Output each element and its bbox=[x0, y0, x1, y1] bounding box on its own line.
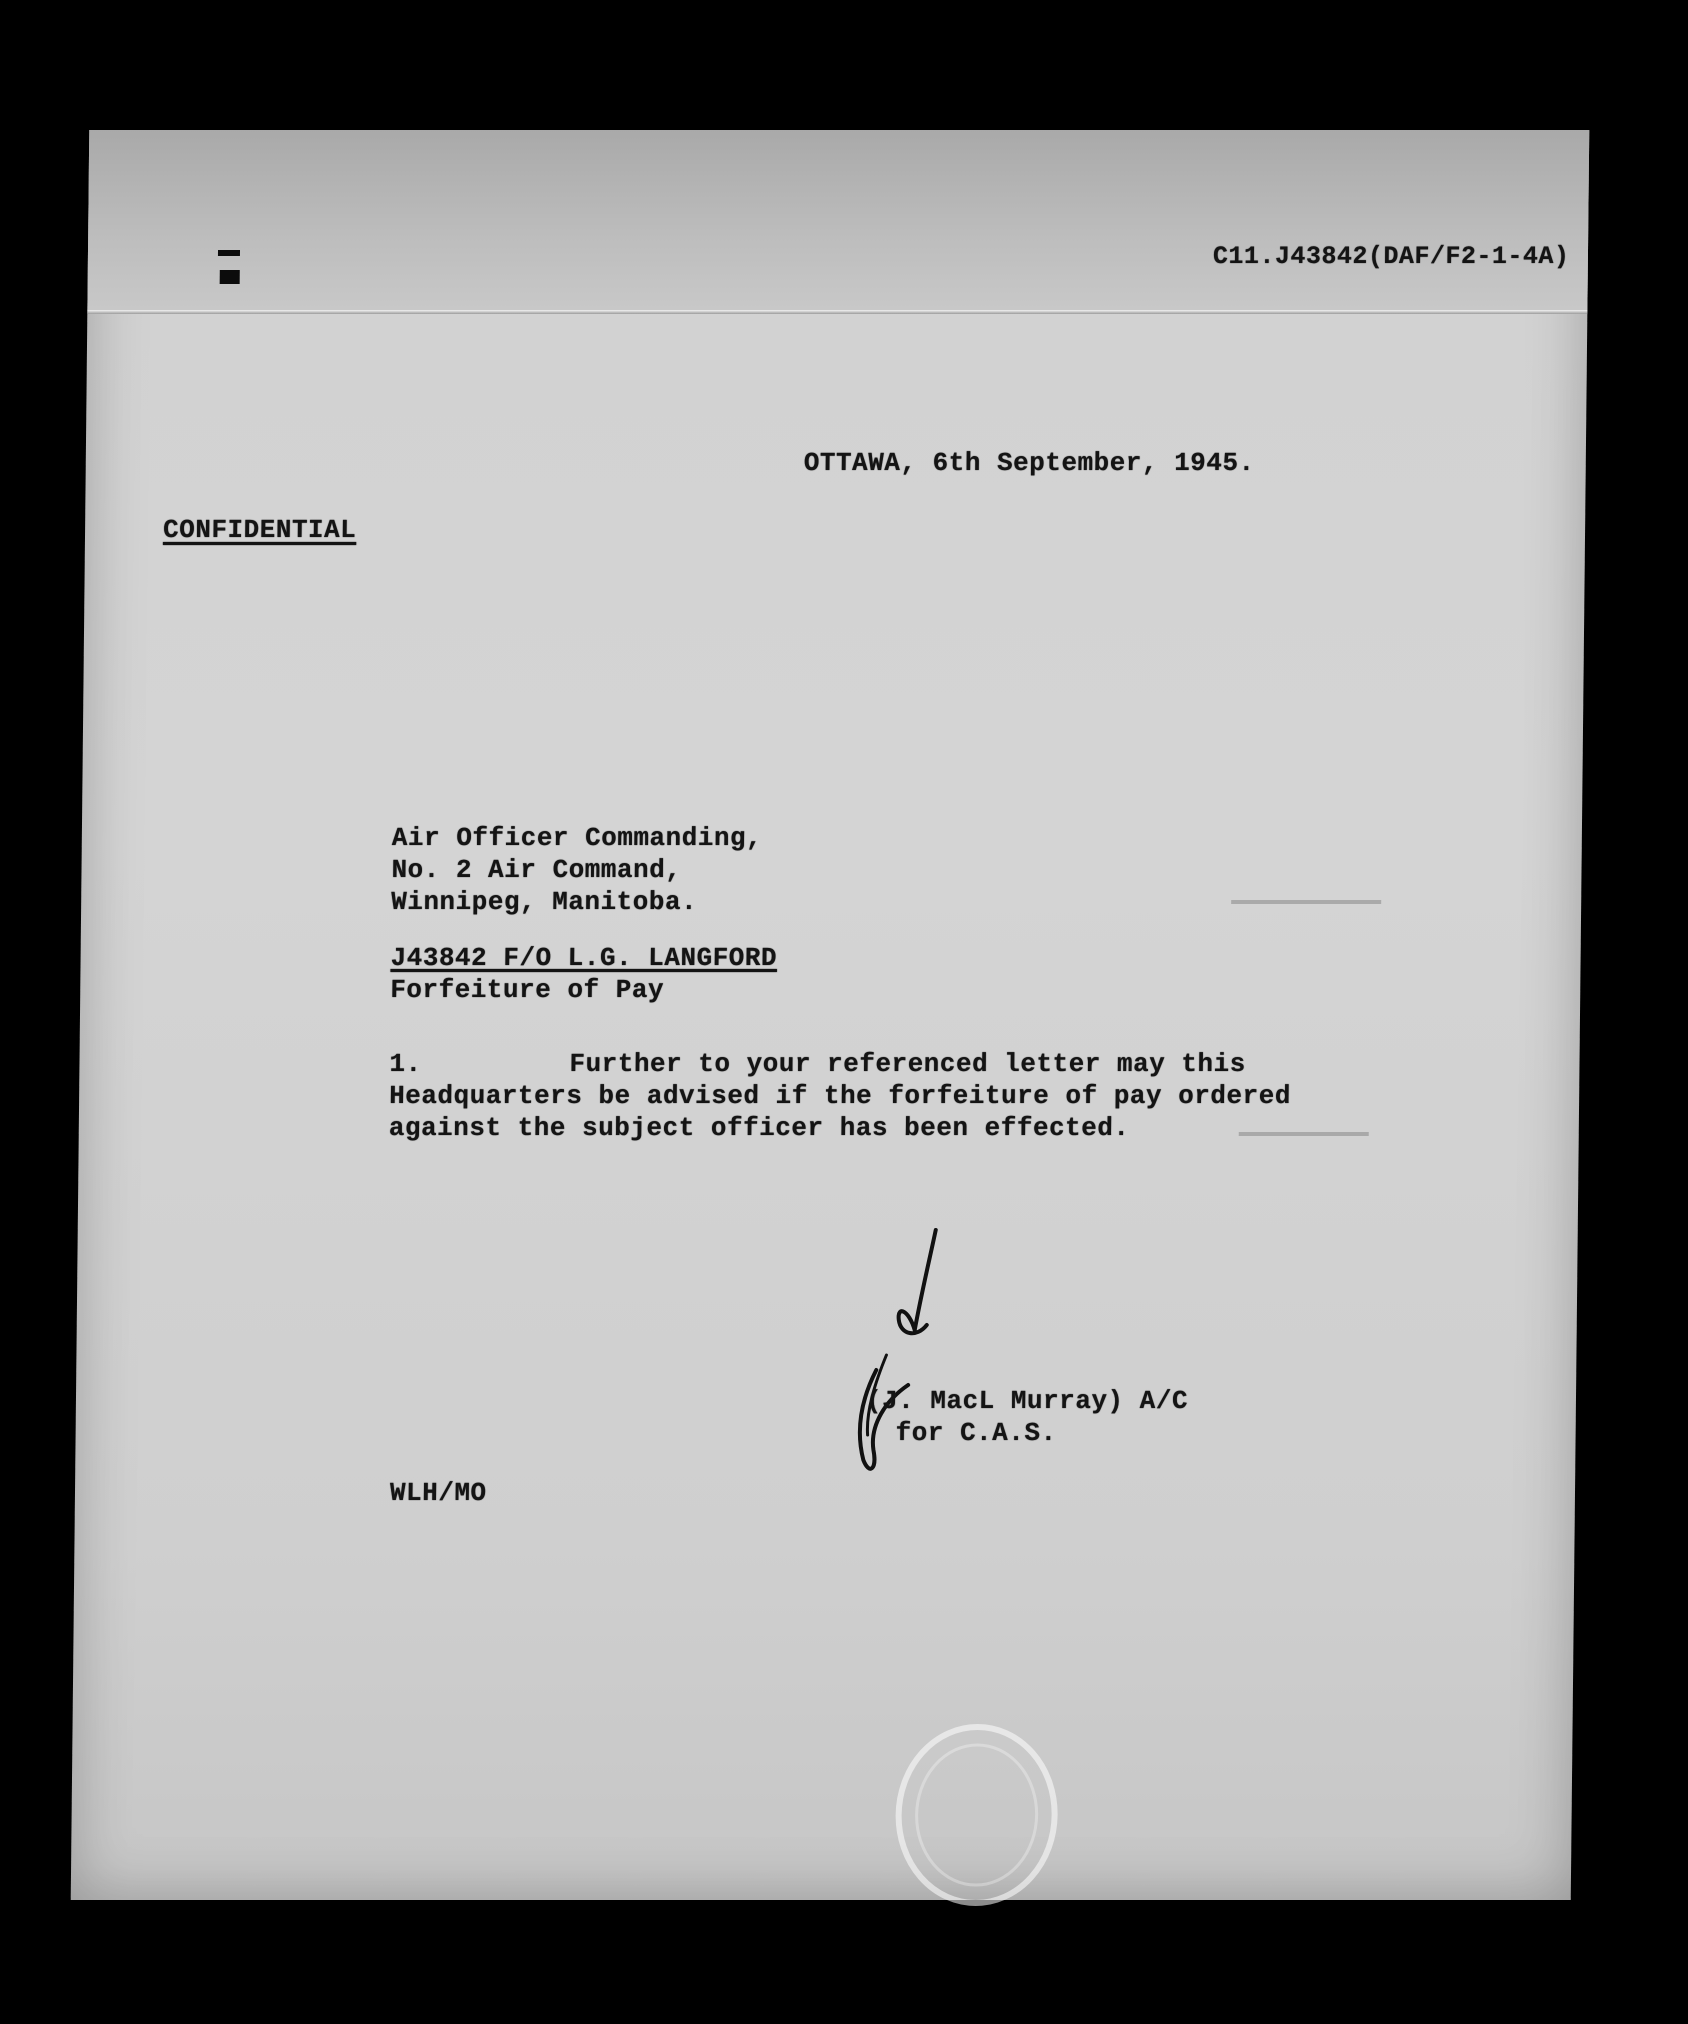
subject-line-2: Forfeiture of Pay bbox=[390, 975, 665, 1005]
embossed-seal bbox=[891, 1720, 1063, 1910]
paragraph-line-3: against the subject officer has been effected. bbox=[388, 1113, 1130, 1143]
fold-line bbox=[87, 310, 1587, 314]
body-paragraph bbox=[389, 1048, 1290, 1148]
punch-mark-top bbox=[218, 250, 240, 256]
signature-block bbox=[865, 1385, 1188, 1449]
signatory-name: (J. MacL Murray) A/C bbox=[865, 1386, 1189, 1416]
recipient-address bbox=[391, 822, 762, 918]
faint-mark-2 bbox=[1239, 1132, 1369, 1136]
recipient-line-2: No. 2 Air Command, bbox=[391, 855, 682, 885]
paragraph-line-1: Further to your referenced letter may this bbox=[569, 1049, 1246, 1079]
paragraph-line-2: Headquarters be advised if the forfeiture of pay ordered bbox=[388, 1081, 1292, 1111]
subject-block bbox=[390, 942, 777, 1006]
classification-label: CONFIDENTIAL bbox=[162, 515, 357, 545]
letter-page bbox=[71, 130, 1590, 1900]
top-shaded-band bbox=[87, 130, 1589, 310]
subject-line-1: J43842 F/O L.G. LANGFORD bbox=[390, 943, 778, 973]
faint-mark-1 bbox=[1231, 900, 1381, 904]
file-reference: C11.J43842(DAF/F2-1-4A) bbox=[1212, 242, 1570, 271]
recipient-line-3: Winnipeg, Manitoba. bbox=[391, 887, 698, 917]
paragraph-number: 1. bbox=[389, 1049, 422, 1079]
recipient-line-1: Air Officer Commanding, bbox=[391, 823, 763, 853]
date-line: OTTAWA, 6th September, 1945. bbox=[803, 448, 1255, 478]
typist-initials: WLH/MO bbox=[389, 1478, 487, 1508]
signatory-title: for C.A.S. bbox=[895, 1418, 1057, 1448]
punch-mark-bottom bbox=[220, 270, 240, 284]
